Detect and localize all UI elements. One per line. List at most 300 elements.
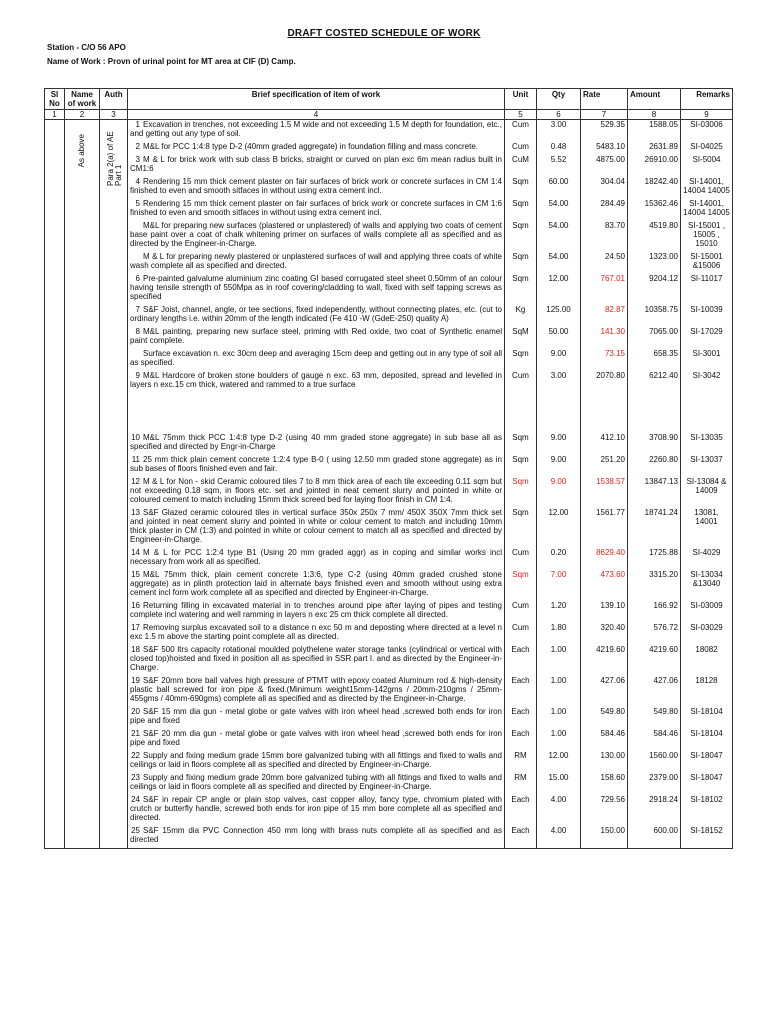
auth-cell: [100, 221, 128, 252]
qty-cell: 54.00: [537, 199, 581, 221]
table-row: [45, 795, 733, 826]
auth-cell: [100, 371, 128, 393]
sl-no-cell: [45, 751, 65, 773]
amount-cell: 549.80: [628, 707, 681, 729]
auth-cell: [100, 142, 128, 155]
item-description-cell: [128, 142, 505, 155]
item-number: 3: [135, 155, 140, 164]
unit-cell: Sqm: [505, 252, 537, 274]
unit-cell: Cum: [505, 120, 537, 143]
auth-cell: [100, 252, 128, 274]
rate-cell: 82.87: [581, 305, 628, 327]
auth-cell: [100, 676, 128, 707]
item-description: Supply and fixing medium grade 15mm bore galvanized tubing with all fittings and fixed to walls and ceilings or laid in floors complete all as specified and directed by Engineer-in-Charge.: [130, 751, 502, 769]
table-row: [45, 349, 733, 371]
qty-cell: 5.52: [537, 155, 581, 177]
unit-cell: Each: [505, 826, 537, 849]
remarks-cell: SI-17029: [681, 327, 733, 349]
remarks-cell: SI-03009: [681, 601, 733, 623]
item-description-cell: [128, 327, 505, 349]
remarks-cell: SI-03006: [681, 120, 733, 143]
header-specification: Brief specification of item of work: [128, 89, 505, 110]
item-number: 16: [131, 601, 140, 610]
remarks-cell: 18082: [681, 645, 733, 676]
unit-cell: Each: [505, 729, 537, 751]
table-row: [45, 601, 733, 623]
rate-cell: 767.01: [581, 274, 628, 305]
item-description: Rendering 15 mm thick cement plaster on fair surfaces of brick work or concrete surfaces in CM 1:6 finished to even and smooth sitfaces in without using extra cement incl.: [130, 199, 502, 217]
table-row: [45, 623, 733, 645]
item-description: Excavation in trenches, not exceeding 1.5 M wide and not exceeding 1.5 M depth for foundation, etc., and getting out any type of soil.: [130, 120, 502, 138]
sl-no-cell: [45, 623, 65, 645]
remarks-cell: SI-18104: [681, 707, 733, 729]
remarks-cell: SI-3001: [681, 349, 733, 371]
item-description-cell: [128, 455, 505, 477]
auth-cell: [100, 274, 128, 305]
column-number-row: [45, 110, 733, 120]
rate-cell: 139.10: [581, 601, 628, 623]
qty-cell: 125.00: [537, 305, 581, 327]
amount-cell: 584.46: [628, 729, 681, 751]
unit-cell: Kg: [505, 305, 537, 327]
col-number: 6: [537, 110, 581, 120]
unit-cell: Cum: [505, 371, 537, 393]
unit-cell: Cum: [505, 623, 537, 645]
sl-no-cell: [45, 729, 65, 751]
qty-cell: 54.00: [537, 252, 581, 274]
amount-cell: 26910.00: [628, 155, 681, 177]
remarks-cell: SI-18152: [681, 826, 733, 849]
auth-vertical: Para 2(a) of AE Part 1: [106, 131, 123, 186]
item-description: M & L for Non - skid Ceramic coloured tiles 7 to 8 mm thick area of each tile exceeding 0.11 sqm but not exceeding 0.18 sqm, in floors etc. set and jointed in neat cement slurry and pointed in white or coloured cement to match including 15mm thick screed bed for laying floor finish in CM 1:4.: [130, 477, 502, 504]
qty-cell: 12.00: [537, 751, 581, 773]
sl-no-cell: [45, 548, 65, 570]
table-row: [45, 455, 733, 477]
rate-cell: 412.10: [581, 433, 628, 455]
item-description: Returning filling in excavated material in to trenches around pipe after laying of pipes and testing complete incl watering and well ramming in layers n exc 25 cm thick complete all directed.: [130, 601, 502, 619]
name-of-work-cell: [65, 433, 100, 455]
header-remarks: Remarks: [681, 89, 733, 110]
auth-cell: [100, 155, 128, 177]
qty-cell: 50.00: [537, 327, 581, 349]
spacer-cell: [581, 393, 628, 433]
qty-cell: 9.00: [537, 433, 581, 455]
amount-cell: 2260.80: [628, 455, 681, 477]
sl-no-cell: [45, 707, 65, 729]
auth-cell: [100, 570, 128, 601]
qty-cell: 0.48: [537, 142, 581, 155]
table-row: [45, 676, 733, 707]
unit-cell: Sqm: [505, 221, 537, 252]
item-description-cell: [128, 508, 505, 548]
item-description-cell: [128, 199, 505, 221]
unit-cell: Sqm: [505, 508, 537, 548]
rate-cell: 529.35: [581, 120, 628, 143]
item-description-cell: [128, 601, 505, 623]
unit-cell: SqM: [505, 327, 537, 349]
qty-cell: 4.00: [537, 826, 581, 849]
item-description: S&F Glazed ceramic coloured tiles in vertical surface 350x 250x 7 mm/ 450X 350X 7mm thick set and jointed in neat cement slurry and pointed in white or colour cement to match and including 10mm thick plaster in CM (1:3) and pointed in white or colour cement to match all as specified and directed by Engineer-in-Charge.: [130, 508, 502, 544]
remarks-cell: SI-18104: [681, 729, 733, 751]
amount-cell: 1725.88: [628, 548, 681, 570]
rate-cell: 427.06: [581, 676, 628, 707]
sl-no-cell: [45, 155, 65, 177]
auth-cell: [100, 455, 128, 477]
name-of-work-cell: [65, 305, 100, 327]
qty-cell: 60.00: [537, 177, 581, 199]
item-description-cell: [128, 751, 505, 773]
item-description: M&L Hardcore of broken stone boulders of gauge n exc. 63 mm, deposited, spread and levelled in layers n exc.15 cm thick, watered and rammed to a true surface: [130, 371, 502, 389]
amount-cell: 7065.00: [628, 327, 681, 349]
qty-cell: 15.00: [537, 773, 581, 795]
spacer-row: [45, 393, 733, 433]
rate-cell: 83.70: [581, 221, 628, 252]
col-number: 7: [581, 110, 628, 120]
col-number: 9: [681, 110, 733, 120]
unit-cell: Sqm: [505, 349, 537, 371]
table-row: [45, 120, 733, 143]
table-row: [45, 477, 733, 508]
rate-cell: 584.46: [581, 729, 628, 751]
item-description-cell: [128, 729, 505, 751]
sl-no-cell: [45, 305, 65, 327]
amount-cell: 4519.80: [628, 221, 681, 252]
qty-cell: 1.20: [537, 601, 581, 623]
remarks-cell: 13081, 14001: [681, 508, 733, 548]
sl-no-cell: [45, 349, 65, 371]
item-description-cell: [128, 773, 505, 795]
table-row: [45, 826, 733, 849]
remarks-cell: SI-18047: [681, 751, 733, 773]
auth-cell: [100, 548, 128, 570]
unit-cell: Each: [505, 795, 537, 826]
sl-no-cell: [45, 826, 65, 849]
remarks-cell: SI-4029: [681, 548, 733, 570]
remarks-cell: SI-13035: [681, 433, 733, 455]
item-description-cell: [128, 826, 505, 849]
item-description-cell: [128, 707, 505, 729]
name-of-work-cell: [65, 221, 100, 252]
name-of-work-cell: [65, 142, 100, 155]
col-number: 3: [100, 110, 128, 120]
rate-cell: 150.00: [581, 826, 628, 849]
auth-cell: [100, 826, 128, 849]
auth-cell: [100, 120, 128, 186]
remarks-cell: SI-03029: [681, 623, 733, 645]
name-of-work-cell: [65, 601, 100, 623]
item-description-cell: [128, 570, 505, 601]
unit-cell: Each: [505, 707, 537, 729]
table-row: [45, 221, 733, 252]
item-description-cell: [128, 252, 505, 274]
item-number: 20: [131, 707, 140, 716]
item-number: 12: [131, 477, 140, 486]
table-row: [45, 199, 733, 221]
auth-cell: [100, 751, 128, 773]
spacer-cell: [65, 393, 100, 433]
remarks-cell: SI-18047: [681, 773, 733, 795]
name-of-work-cell: [65, 795, 100, 826]
rate-cell: 251.20: [581, 455, 628, 477]
item-description: S&F 20mm bore ball valves high pressure of PTMT with epoxy coated Aluminum rod & high-density plastic ball screwed for iron pipe & fixed.(Minimum weight15mm-142gms / 20mm-210gms / 25mm-455gms / 40mm-690gms) complete all as specified and as directed by the Engineer-in-Charge.: [130, 676, 502, 703]
col-number: 8: [628, 110, 681, 120]
rate-cell: 158.60: [581, 773, 628, 795]
header-rate: Rate: [581, 89, 628, 110]
rate-cell: 473.60: [581, 570, 628, 601]
auth-cell: [100, 729, 128, 751]
rate-cell: 141.30: [581, 327, 628, 349]
name-of-work-cell: [65, 274, 100, 305]
item-number: 2: [135, 142, 140, 151]
item-description-cell: [128, 371, 505, 393]
schedule-body: [45, 120, 733, 849]
auth-cell: [100, 707, 128, 729]
remarks-cell: SI-11017: [681, 274, 733, 305]
sl-no-cell: [45, 199, 65, 221]
spacer-cell: [100, 393, 128, 433]
remarks-cell: SI-10039: [681, 305, 733, 327]
sl-no-cell: [45, 252, 65, 274]
sl-no-cell: [45, 773, 65, 795]
amount-cell: 2918.24: [628, 795, 681, 826]
amount-cell: 1588.05: [628, 120, 681, 143]
rate-cell: 4875.00: [581, 155, 628, 177]
sl-no-cell: [45, 142, 65, 155]
amount-cell: 2631.89: [628, 142, 681, 155]
item-description-cell: [128, 349, 505, 371]
item-number: 22: [131, 751, 140, 760]
item-description: Rendering 15 mm thick cement plaster on fair surfaces of brick work or concrete surfaces in CM 1:4 finished to even and smooth sitfaces in without using extra cement incl.: [130, 177, 502, 195]
unit-cell: Cum: [505, 548, 537, 570]
table-row: [45, 433, 733, 455]
sl-no-cell: [45, 177, 65, 199]
remarks-cell: SI-3042: [681, 371, 733, 393]
item-description-cell: [128, 274, 505, 305]
auth-cell: [100, 349, 128, 371]
amount-cell: 1560.00: [628, 751, 681, 773]
amount-cell: 3315.20: [628, 570, 681, 601]
document-title: DRAFT COSTED SCHEDULE OF WORK: [287, 28, 481, 39]
auth-cell: [100, 433, 128, 455]
unit-cell: Each: [505, 645, 537, 676]
item-number: 23: [131, 773, 140, 782]
sl-no-cell: [45, 371, 65, 393]
name-of-work-cell: [65, 508, 100, 548]
auth-cell: [100, 645, 128, 676]
rate-cell: 549.80: [581, 707, 628, 729]
rate-cell: 1538.57: [581, 477, 628, 508]
unit-cell: RM: [505, 773, 537, 795]
item-number: 21: [131, 729, 140, 738]
item-number: 11: [131, 455, 140, 464]
auth-cell: [100, 795, 128, 826]
auth-cell: [100, 773, 128, 795]
item-number: 1: [135, 120, 140, 129]
remarks-cell: SI-5004: [681, 155, 733, 177]
item-number: 8: [135, 327, 140, 336]
item-description-cell: [128, 433, 505, 455]
item-description-cell: [128, 477, 505, 508]
qty-cell: 0.20: [537, 548, 581, 570]
table-row: [45, 707, 733, 729]
sl-no-cell: [45, 455, 65, 477]
sl-no-cell: [45, 508, 65, 548]
qty-cell: 9.00: [537, 477, 581, 508]
item-number: 10: [131, 433, 140, 442]
col-number: 1: [45, 110, 65, 120]
item-number: 4: [135, 177, 140, 186]
sl-no-cell: [45, 327, 65, 349]
item-description: M & L for PCC 1:2:4 type B1 (Using 20 mm graded aggr) as in coping and similar works incl necessary from work all as specified.: [130, 548, 502, 566]
item-description: Removing surplus excavated soil to a distance n exc 50 m and deposting where directed at a level n exc 1.5 m above the starting point complete all as directed.: [130, 623, 502, 641]
item-number: 7: [135, 305, 140, 314]
unit-cell: CuM: [505, 155, 537, 177]
amount-cell: 1323.00: [628, 252, 681, 274]
item-description: M&L for preparing new surfaces (plastered or unplastered) of walls and applying two coats of cement base paint over a coat of chalk whitening primer on surfaces of walls complete all as specified and as directed by the Engineer-in-Charge.: [130, 221, 502, 248]
qty-cell: 1.00: [537, 645, 581, 676]
spacer-cell: [45, 393, 65, 433]
amount-cell: 9204.12: [628, 274, 681, 305]
table-row: [45, 274, 733, 305]
name-of-work-cell: [65, 729, 100, 751]
amount-cell: 13847.13: [628, 477, 681, 508]
rate-cell: 1561.77: [581, 508, 628, 548]
table-row: [45, 508, 733, 548]
qty-cell: 1.00: [537, 729, 581, 751]
sl-no-cell: [45, 676, 65, 707]
name-of-work-cell: [65, 120, 100, 168]
amount-cell: 3708.90: [628, 433, 681, 455]
qty-cell: 3.00: [537, 371, 581, 393]
table-row: [45, 177, 733, 199]
amount-cell: 18242.40: [628, 177, 681, 199]
sl-no-cell: [45, 120, 65, 143]
amount-cell: 6212.40: [628, 371, 681, 393]
header-auth: Auth: [100, 89, 128, 110]
qty-cell: 12.00: [537, 508, 581, 548]
remarks-cell: SI-18102: [681, 795, 733, 826]
table-row: [45, 252, 733, 274]
remarks-cell: SI-13084 & 14009: [681, 477, 733, 508]
rate-cell: 8629.40: [581, 548, 628, 570]
name-of-work-cell: [65, 548, 100, 570]
name-of-work-cell: [65, 645, 100, 676]
sl-no-cell: [45, 433, 65, 455]
item-description: Pre-painted galvalume aluminium zinc coating GI based corrugated steel sheet 0.50mm of an colour having tensile strength of 550Mpa as in roof covering/cladding to wall, fixed with self tapping screws as specified: [130, 274, 502, 301]
item-description: S&F 15 mm dia gun - metal globe or gate valves with iron wheel head ,screwed both ends for iron pipe and fixed: [130, 707, 502, 725]
table-row: [45, 327, 733, 349]
rate-cell: 5483.10: [581, 142, 628, 155]
item-number: 19: [131, 676, 140, 685]
rate-cell: 2070.80: [581, 371, 628, 393]
header-qty: Qty: [537, 89, 581, 110]
qty-cell: 7.00: [537, 570, 581, 601]
name-of-work-cell: [65, 177, 100, 199]
item-number: 17: [131, 623, 140, 632]
amount-cell: 576.72: [628, 623, 681, 645]
sl-no-cell: [45, 795, 65, 826]
qty-cell: 4.00: [537, 795, 581, 826]
item-description-cell: [128, 305, 505, 327]
remarks-cell: SI-15001 &15006: [681, 252, 733, 274]
item-description: M&L 75mm thick, plain cement concrete 1:3:6, type C-2 (using 40mm graded crushed stone aggregate) as in plinth protection laid in alternate bays finished even and smooth without using extra cement incl form work complete all as specified and directed by Engineer-in-Charge.: [130, 570, 502, 597]
rate-cell: 24.50: [581, 252, 628, 274]
schedule-table: [44, 88, 733, 849]
sl-no-cell: [45, 570, 65, 601]
table-row: [45, 645, 733, 676]
item-description-cell: [128, 623, 505, 645]
name-of-work-cell: [65, 751, 100, 773]
item-description-cell: [128, 795, 505, 826]
sl-no-cell: [45, 274, 65, 305]
table-row: [45, 751, 733, 773]
col-number: 5: [505, 110, 537, 120]
table-row: [45, 142, 733, 155]
auth-cell: [100, 305, 128, 327]
item-description-cell: [128, 676, 505, 707]
name-of-work-vertical: As above: [77, 134, 86, 168]
amount-cell: 600.00: [628, 826, 681, 849]
item-number: 14: [131, 548, 140, 557]
remarks-cell: SI-15001 , 15005 , 15010: [681, 221, 733, 252]
item-description: S&F 500 ltrs capacity rotational moulded polythelene water storage tanks (cylindrical or vertical with closed top)hoisted and fixed in position all as specified in SSR part I. and as directed by the Engineer-in-Charge.: [130, 645, 502, 672]
amount-cell: 166.92: [628, 601, 681, 623]
auth-cell: [100, 477, 128, 508]
unit-cell: Sqm: [505, 455, 537, 477]
rate-cell: 73.15: [581, 349, 628, 371]
remarks-cell: SI-04025: [681, 142, 733, 155]
unit-cell: Cum: [505, 142, 537, 155]
item-number: 18: [131, 645, 140, 654]
item-description: M & L for brick work with sub class B bricks, straight or curved on plan exc 6m mean radius built in CM1:6: [130, 155, 502, 173]
header-amount: Amount: [628, 89, 681, 110]
station-line: Station - C/O 56 APO: [47, 43, 126, 52]
item-description: S&F 20 mm dia gun - metal globe or gate valves with iron wheel head ,screwed both ends for iron pipe and fixed: [130, 729, 502, 747]
item-description: 25 mm thick plain cement concrete 1:2:4 type B-0 ( using 12.50 mm graded stone aggregate) as in sub bases of floors finished even and fair.: [130, 455, 502, 473]
unit-cell: RM: [505, 751, 537, 773]
name-of-work-cell: [65, 327, 100, 349]
unit-cell: Sqm: [505, 433, 537, 455]
item-description: M & L for preparing newly plastered or unplastered surfaces of wall and applying three coats of white wash complete all as specified and directed.: [130, 252, 502, 270]
header-sl-no: Sl No: [45, 89, 65, 110]
sl-no-cell: [45, 601, 65, 623]
sl-no-cell: [45, 645, 65, 676]
item-description-cell: [128, 645, 505, 676]
col-number: 4: [128, 110, 505, 120]
unit-cell: Cum: [505, 601, 537, 623]
rate-cell: 304.04: [581, 177, 628, 199]
qty-cell: 1.80: [537, 623, 581, 645]
name-of-work-cell: [65, 155, 100, 177]
spacer-cell: [128, 393, 505, 433]
name-of-work-cell: [65, 773, 100, 795]
sl-no-cell: [45, 477, 65, 508]
amount-cell: 427.06: [628, 676, 681, 707]
remarks-cell: SI-14001, 14004 14005: [681, 177, 733, 199]
unit-cell: Sqm: [505, 570, 537, 601]
item-description: M&L painting, preparing new surface steel, priming with Red oxide, two coat of Synthetic enamel paint complete.: [130, 327, 502, 345]
name-of-work-cell: [65, 455, 100, 477]
unit-cell: Sqm: [505, 199, 537, 221]
item-number: 15: [131, 570, 140, 579]
item-description: M&L for PCC 1:4:8 type D-2 (40mm graded aggregate) in foundation filling and mass concrete.: [143, 142, 478, 151]
item-number: 13: [131, 508, 140, 517]
rate-cell: 729.56: [581, 795, 628, 826]
qty-cell: 1.00: [537, 707, 581, 729]
qty-cell: 3.00: [537, 120, 581, 143]
remarks-cell: SI-13037: [681, 455, 733, 477]
unit-cell: Sqm: [505, 177, 537, 199]
